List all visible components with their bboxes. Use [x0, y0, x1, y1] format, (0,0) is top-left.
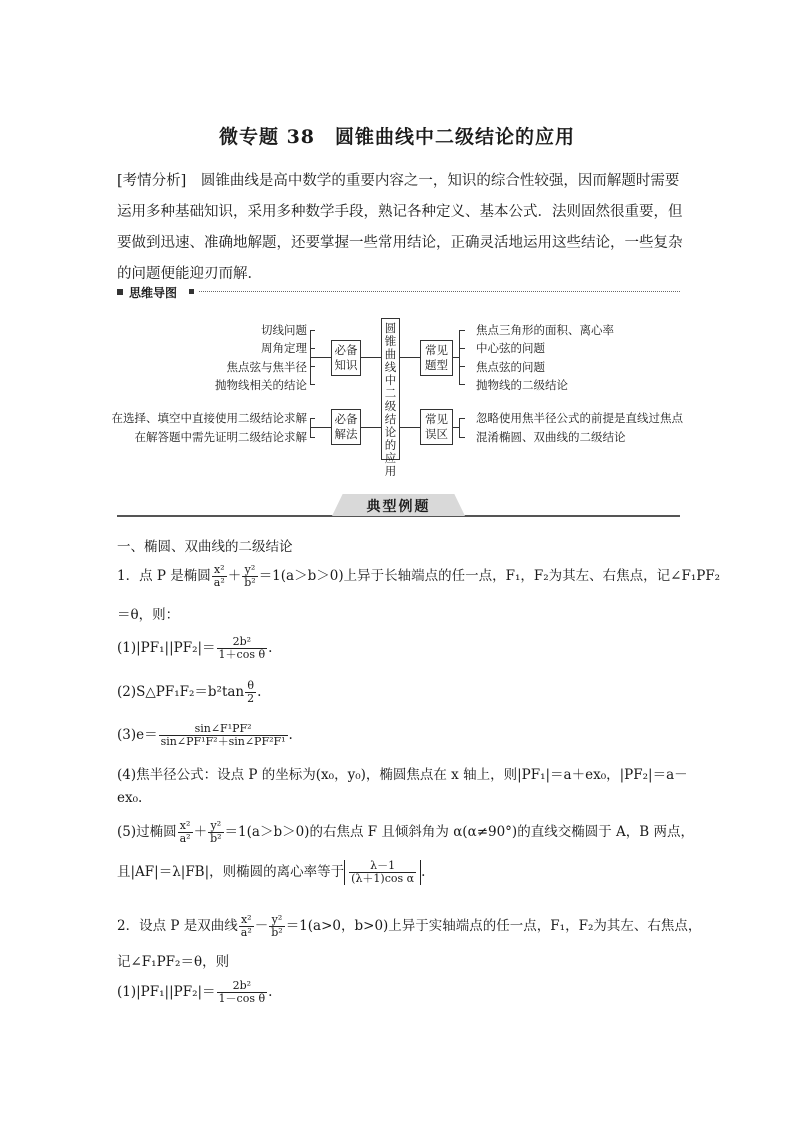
fraction: $\frac{\text{x²}}{\text{a²}}$ [179, 819, 191, 845]
mindmap-item: 焦点弦与焦半径 [226, 360, 307, 374]
formula-4-line2: ex₀. [117, 790, 143, 806]
fraction: $\frac{\text{2b²}}{\text{1＋cos θ}}$ [218, 635, 266, 661]
examples-banner [117, 494, 680, 518]
mindmap [0, 0, 794, 478]
formula-1: (1)|PF₁||PF₂|＝ $\frac{\text{2b²}}{\text{1＋cos θ}}$ . [117, 635, 273, 661]
mindmap-item: 抛物线的二级结论 [476, 378, 568, 392]
item1-line1: 1．点 P 是椭圆 $\frac{\text{x²}}{\text{a²}}$ ＋ $\frac{\text{y²}}{\text{b²}}$ ＝1(a＞b＞0)上异于长轴端点的任一点，F₁，F₂为其左、右焦点，记∠F₁PF₂ [117, 563, 721, 589]
item1-line2: ＝θ，则： [117, 607, 180, 623]
page-title: 微专题 38 圆锥曲线中二级结论的应用 [218, 126, 576, 148]
section-heading: 一、椭圆、双曲线的二级结论 [117, 539, 293, 555]
intro-tag: [考情分析] [117, 173, 187, 189]
formula-4-line1: (4)焦半径公式：设点 P 的坐标为(x₀，y₀)，椭圆焦点在 x 轴上，则|PF₁|＝a＋ex₀，|PF₂|＝a－ [117, 767, 688, 783]
mindmap-item: 中心弦的问题 [476, 341, 545, 355]
item2-formula-1: (1)|PF₁||PF₂|＝ $\frac{\text{2b²}}{\text{1－cos θ}}$ . [117, 979, 273, 1005]
mindmap-item: 焦点弦的问题 [476, 360, 545, 374]
mindmap-box-types: 常见题型 [420, 340, 453, 376]
fraction: $\frac{\lambda-1}{\text{(λ＋1)cos α}}$ [351, 859, 415, 885]
item2-line2: 记∠F₁PF₂＝θ，则 [117, 954, 230, 970]
mindmap-box-methods: 必备解法 [331, 409, 361, 445]
mindmap-item: 抛物线相关的结论 [215, 378, 307, 392]
fraction: $\frac{\theta}{2}$ [247, 679, 255, 705]
mindmap-item: 忽略使用焦半径公式的前提是直线过焦点 [476, 411, 683, 425]
intro-text: 圆锥曲线是高中数学的重要内容之一，知识的综合性较强，因而解题时需要运用多种基础知识，采用多种数学手段，熟记各种定义、基本公式．法则固然很重要，但要做到迅速、准确地解题，还要掌握一些常用结论，正确灵活地运用这些结论，一些复杂的问题便能迎刃而解． [117, 173, 683, 282]
mindmap-banner-label: 思维导图 [129, 286, 178, 300]
formula-5-line1: (5)过椭圆 $\frac{\text{x²}}{\text{a²}}$ ＋ $\frac{\text{y²}}{\text{b²}}$ ＝1(a＞b＞0)的右焦点 F 且倾斜角为 α(α≠90°)的直线交椭圆于 A，B 两点， [117, 819, 694, 845]
fraction: $\frac{\text{y²}}{\text{b²}}$ [271, 913, 283, 939]
fraction: $\frac{\text{x²}}{\text{a²}}$ [240, 913, 252, 939]
formula-2: (2)S△PF₁F₂＝b²tan $\frac{\theta}{2}$ . [117, 679, 262, 705]
mindmap-box-mistakes: 常见误区 [420, 409, 453, 445]
fraction: $\frac{\text{y²}}{\text{b²}}$ [244, 563, 256, 589]
mindmap-item: 在选择、填空中直接使用二级结论求解 [111, 411, 307, 425]
formula-5-line2: 且|AF|＝λ|FB|，则椭圆的离心率等于 $\frac{\lambda-1}{\text{(λ＋1)cos α}}$ . [117, 859, 426, 885]
fraction: $\frac{\text{x²}}{\text{a²}}$ [213, 563, 225, 589]
mindmap-center: 圆锥曲线中二级结论的应用 [381, 318, 400, 460]
mindmap-item: 切线问题 [261, 323, 307, 337]
mindmap-item: 在解答题中需先证明二级结论求解 [134, 430, 307, 444]
formula-3: (3)e＝ $\frac{\text{sin∠F¹PF²}}{\text{sin∠PF¹F²＋sin∠PF²F¹}}$ . [117, 722, 293, 748]
fraction: $\frac{\text{sin∠F¹PF²}}{\text{sin∠PF¹F²＋sin∠PF²F¹}}$ [160, 722, 286, 748]
mindmap-item: 周角定理 [261, 341, 307, 355]
mindmap-item: 焦点三角形的面积、离心率 [476, 323, 614, 337]
item2-line1: 2．设点 P 是双曲线 $\frac{\text{x²}}{\text{a²}}$ － $\frac{\text{y²}}{\text{b²}}$ ＝1(a>0，b>0)上异于实轴端点的任一点，F₁，F₂为其左、右焦点， [117, 913, 702, 939]
mindmap-item: 混淆椭圆、双曲线的二级结论 [476, 430, 626, 444]
examples-banner-label: 典型例题 [366, 499, 431, 515]
absolute-value [344, 860, 421, 885]
mindmap-box-knowledge: 必备知识 [331, 340, 361, 376]
fraction: $\frac{\text{2b²}}{\text{1－cos θ}}$ [218, 979, 266, 1005]
fraction: $\frac{\text{y²}}{\text{b²}}$ [210, 819, 222, 845]
